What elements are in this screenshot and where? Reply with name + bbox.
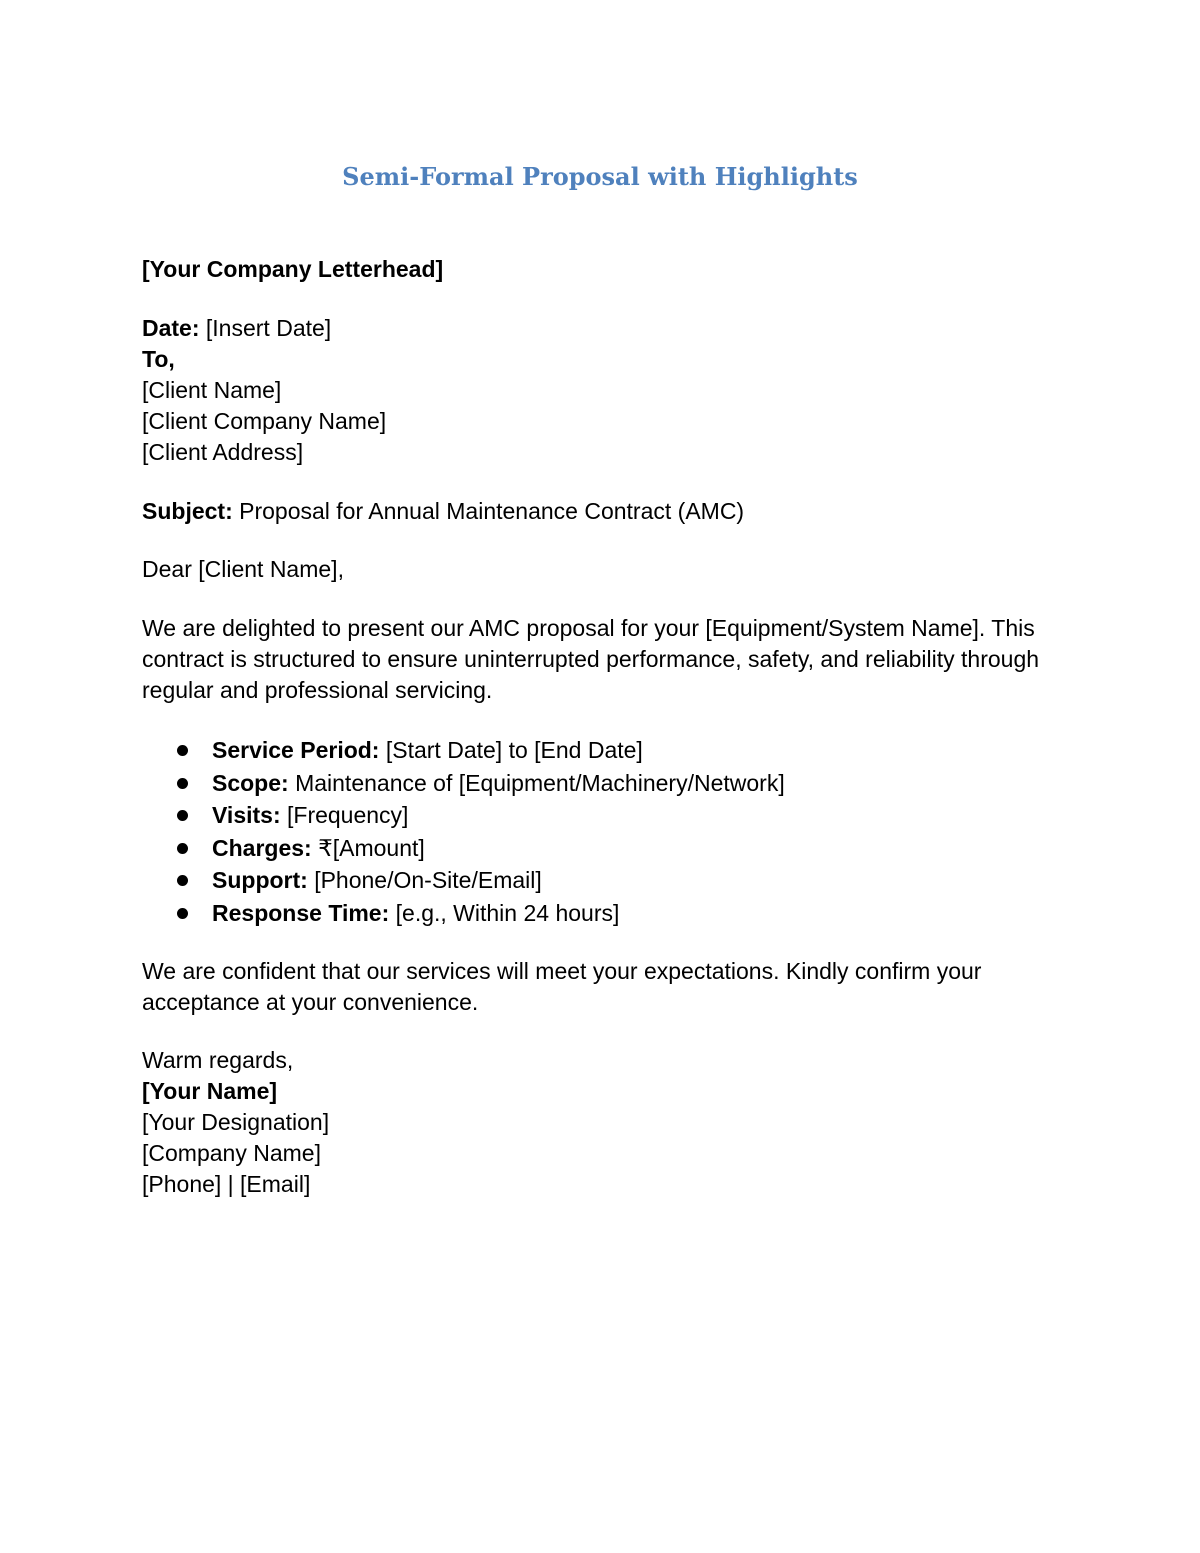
highlight-value: [e.g., Within 24 hours] (389, 899, 620, 926)
list-item (142, 799, 1042, 832)
list-item (142, 734, 1042, 767)
intro-paragraph (142, 613, 1067, 706)
subject-line (142, 496, 1072, 527)
letterhead-text: [Your Company Letterhead] (142, 256, 444, 282)
highlight-value: [Phone/On-Site/Email] (307, 867, 542, 893)
company-name: [Company Name] (142, 1140, 321, 1166)
signoff: Warm regards, (142, 1047, 294, 1073)
bullet-icon (177, 843, 188, 854)
date-label: Date: (142, 315, 200, 341)
your-designation: [Your Designation] (142, 1109, 330, 1135)
bullet-icon (177, 908, 188, 919)
date-line (142, 313, 1072, 344)
closing-paragraph (142, 956, 1042, 1018)
highlight-value: Maintenance of [Equipment/Machinery/Network] (288, 769, 785, 796)
to-label: To, (142, 346, 175, 372)
intro-paragraph-text: We are delighted to present our AMC proposal for your [Equipment/System Name]. This contract is structured to ensure uninterrupted performance, safety, and reliability through regular and professional servicing. (142, 615, 1040, 703)
closing-paragraph-text: We are confident that our services will meet your expectations. Kindly confirm your acceptance at your convenience. (142, 958, 982, 1015)
highlight-value: [Frequency] (280, 802, 409, 828)
highlight-label: Visits: (212, 802, 281, 828)
client-address: [Client Address] (142, 439, 304, 465)
document-title: Semi-Formal Proposal with Highlights (342, 162, 858, 191)
list-item (142, 767, 1042, 800)
date-value: [Insert Date] (199, 315, 332, 341)
bullet-icon (177, 875, 188, 886)
signature-block (142, 1045, 1072, 1200)
contact-line: [Phone] | [Email] (142, 1171, 311, 1197)
highlight-value: ₹[Amount] (311, 834, 425, 861)
client-name: [Client Name] (142, 377, 282, 403)
list-item (142, 864, 1042, 897)
bullet-icon (177, 778, 188, 789)
subject-label: Subject: (142, 498, 233, 524)
bullet-icon (177, 745, 188, 756)
bullet-icon (177, 810, 188, 821)
salutation-text: Dear [Client Name], (142, 556, 344, 582)
highlight-label: Scope: (212, 769, 289, 796)
highlights-list (142, 734, 1042, 929)
salutation (142, 554, 1072, 585)
client-company: [Client Company Name] (142, 408, 387, 434)
highlight-label: Service Period: (212, 737, 380, 763)
highlight-value: [Start Date] to [End Date] (379, 737, 643, 763)
list-item (142, 897, 1042, 930)
letterhead (142, 254, 1072, 285)
highlight-label: Support: (212, 867, 308, 893)
highlight-label: Charges: (212, 834, 312, 861)
your-name: [Your Name] (142, 1078, 278, 1104)
list-item (142, 832, 1042, 865)
subject-value: Proposal for Annual Maintenance Contract (AMC) (232, 498, 745, 524)
recipient-block (142, 313, 1072, 468)
highlight-label: Response Time: (212, 899, 390, 926)
